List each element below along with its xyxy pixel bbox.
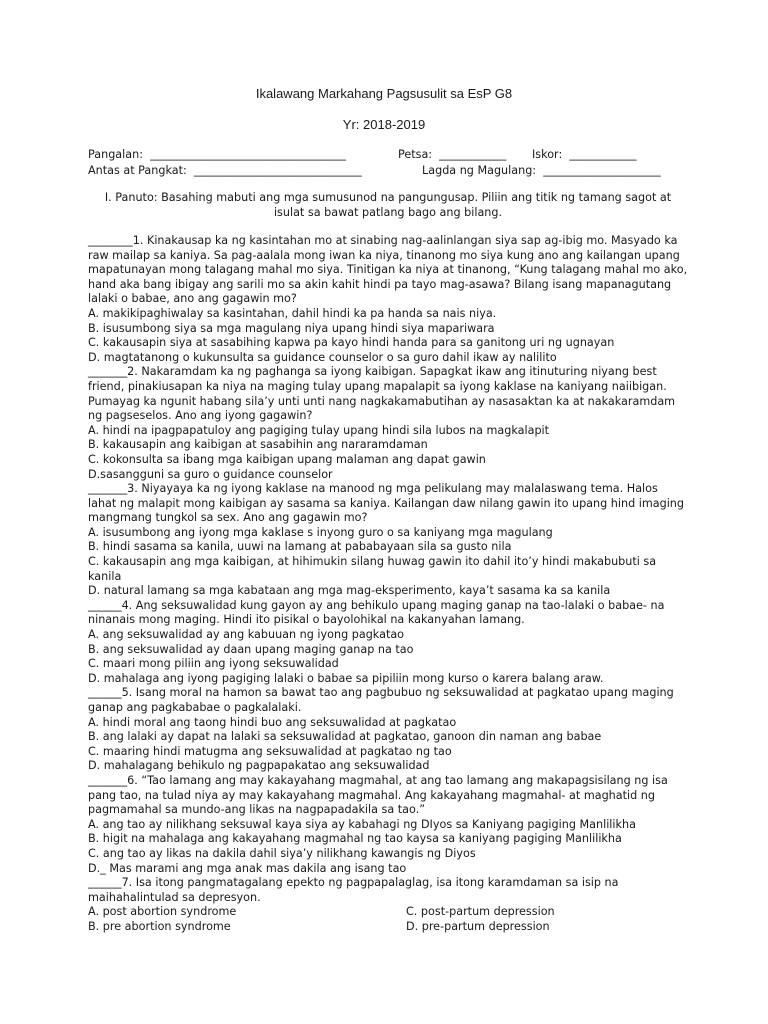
option-a: A. hindi na ipagpapatuloy ang pagiging tulay upang hindi sila lubos na magkalapit <box>88 423 550 437</box>
questions-list <box>88 234 688 935</box>
option-b: B. isusumbong siya sa mga magulang niya upang hindi siya mapariwara <box>88 321 495 335</box>
question-stem: _______2. Nakaramdam ka ng paghanga sa iyong kaibigan. Sapagkat ikaw ang itinuturing niyang best friend, pinakiusapan ka niya na maging tulay upang mapalapit sa iyong kaklase na kaniyang naiibigan. Pumayag ka ngunit habang sila’y unti unti nang nagkakamabutihan ay nasasaktan ka at nakakaramdam ng pagseselos. Ano ang iyong gagawin? <box>88 365 676 423</box>
options-row-2 <box>88 920 688 935</box>
question-2 <box>88 365 688 482</box>
option-c: C. ang tao ay likas na dakila dahil siya’y nilikhang kawangis ng Diyos <box>88 846 476 860</box>
section-field: Antas at Pangkat: ______________________________ <box>88 164 362 177</box>
option-a: A. isusumbong ang iyong mga kaklase s inyong guro o sa kaniyang mga magulang <box>88 525 553 539</box>
option-a: A. hindi moral ang taong hindi buo ang seksuwalidad at pagkatao <box>88 715 457 729</box>
option-d: D. mahalagang behikulo ng pagpapakatao ang seksuwalidad <box>88 759 430 773</box>
question-stem: ________1. Kinakausap ka ng kasintahan mo at sinabing nag-aalinlangan siya sap ag-ibig mo. Masyado ka raw mailap sa kaniya. Sa pag-aalala mong iwan ka niya, tinanong mo siya kung ano ang kailangan upang mapatunayan mong talagang mahal mo siya. Tinitigan ka niya at tinanong, “Kung talagang mahal mo ako, hand aka bang ibigay ang sarili mo sa akin kahit hindi pa tayo mag-asawa? Bilang isang mapanagutang lalaki o babae, ano ang gagawin mo? <box>88 234 688 306</box>
info-row-2 <box>88 164 688 180</box>
question-stem: ______5. Isang moral na hamon sa bawat tao ang pagbubuo ng seksuwalidad at pagkatao upang maging ganap ang pagkababae o pagkalalaki. <box>88 686 674 714</box>
question-3 <box>88 482 688 599</box>
option-d: D. natural lamang sa mga kabataan ang mga mag-eksperimento, kaya’t sasama ka sa kanila <box>88 584 611 598</box>
question-1 <box>88 234 688 365</box>
option-d: D._ Mas marami ang mga anak mas dakila ang isang tao <box>88 861 407 875</box>
instructions-line-2: isulat sa bawat patlang bago ang bilang. <box>273 206 503 219</box>
option-b: B. ang seksuwalidad ay daan upang maging ganap na tao <box>88 642 414 656</box>
option-b: B. kakausapin ang kaibigan at sasabihin ang nararamdaman <box>88 438 428 452</box>
exam-title: Ikalawang Markahang Pagsusulit sa EsP G8 <box>255 86 513 101</box>
option-a: A. ang tao ay nilikhang seksuwal kaya siya ay kabahagi ng DIyos sa Kaniyang pagiging Manlilikha <box>88 817 636 831</box>
question-4 <box>88 599 688 687</box>
option-b: B. hindi sasama sa kanila, uuwi na lamang at pababayaan sila sa gusto nila <box>88 540 512 554</box>
option-c: C. post-partum depression <box>406 905 555 919</box>
date-field: Petsa: ____________ <box>398 148 507 161</box>
option-b: B. higit na mahalaga ang kakayahang magmahal ng tao kaysa sa kaniyang pagiging Manlilikha <box>88 832 622 846</box>
options-row-1 <box>88 905 688 920</box>
option-c: C. maaring hindi matugma ang seksuwalidad at pagkatao ng tao <box>88 744 452 758</box>
question-stem: _______3. Niyayaya ka ng iyong kaklase na manood ng mga pelikulang may malalaswang tema. Halos lahat ng malapit mong kaibigan ay sasama sa kaniya. Kailangan daw nilang gawin ito upang hind imaging mangmang tungkol sa sex. Ano ang gagawin mo? <box>88 482 684 525</box>
instructions <box>88 190 688 220</box>
option-d: D. magtatanong o kukunsulta sa guidance counselor o sa guro dahil ikaw ay nalilito <box>88 350 557 364</box>
name-field: Pangalan: ___________________________________ <box>88 148 346 161</box>
option-d: D. pre-partum depression <box>406 919 550 933</box>
option-a: A. ang seksuwalidad ay ang kabuuan ng iyong pagkatao <box>88 628 405 642</box>
school-year: Yr: 2018-2019 <box>342 117 426 132</box>
option-c: C. kakausapin ang mga kaibigan, at hihimukin silang huwag gawin ito dahil ito’y hindi makabubuti sa kanila <box>88 555 657 583</box>
score-field: Iskor: ____________ <box>532 148 637 161</box>
option-d: D.sasangguni sa guro o guidance counselor <box>88 467 333 481</box>
option-a: A. post abortion syndrome <box>88 905 237 919</box>
parent-signature-field: Lagda ng Magulang: _____________________ <box>422 164 661 177</box>
option-c: C. kokonsulta sa ibang mga kaibigan upang malaman ang dapat gawin <box>88 452 486 466</box>
option-b: B. ang lalaki ay dapat na lalaki sa seksuwalidad at pagkatao, ganoon din naman ang babae <box>88 730 602 744</box>
option-b: B. pre abortion syndrome <box>88 919 231 933</box>
question-6 <box>88 774 688 876</box>
option-a: A. makikipaghiwalay sa kasintahan, dahil hindi ka pa handa sa nais niya. <box>88 306 497 320</box>
option-c: C. kakausapin siya at sasabihing kapwa pa kayo hindi handa para sa ganitong uri ng ugnayan <box>88 336 615 350</box>
option-c: C. maari mong piliin ang iyong seksuwalidad <box>88 657 339 671</box>
info-row-1 <box>88 148 688 164</box>
question-stem: ______4. Ang seksuwalidad kung gayon ay ang behikulo upang maging ganap na tao-lalaki o babae- na ninanais mong maging. Hindi ito pisikal o bayolohikal na kakanyahan lamang. <box>88 598 665 627</box>
question-7 <box>88 876 688 934</box>
question-stem: ______7. Isa itong pangmatagalang epekto ng pagpapalaglag, isa itong karamdaman sa isip na maihahalintulad sa depresyon. <box>88 876 619 904</box>
option-d: D. mahalaga ang iyong pagiging lalaki o babae sa pipiliin mong kurso o karera balang araw. <box>88 671 604 685</box>
question-stem: _______6. “Tao lamang ang may kakayahang magmahal, at ang tao lamang ang makapagsisilang ng isa pang tao, na tulad niya ay may kakayahang magmahal. Ang kakayahang magmahal- at maghatid ng pagmamahal sa mundo-ang likas na nagpapadakila sa tao.” <box>88 773 668 817</box>
question-5 <box>88 686 688 774</box>
instructions-line-1: I. Panuto: Basahing mabuti ang mga sumusunod na pangungusap. Piliin ang titik ng tamang sagot at <box>104 191 672 204</box>
